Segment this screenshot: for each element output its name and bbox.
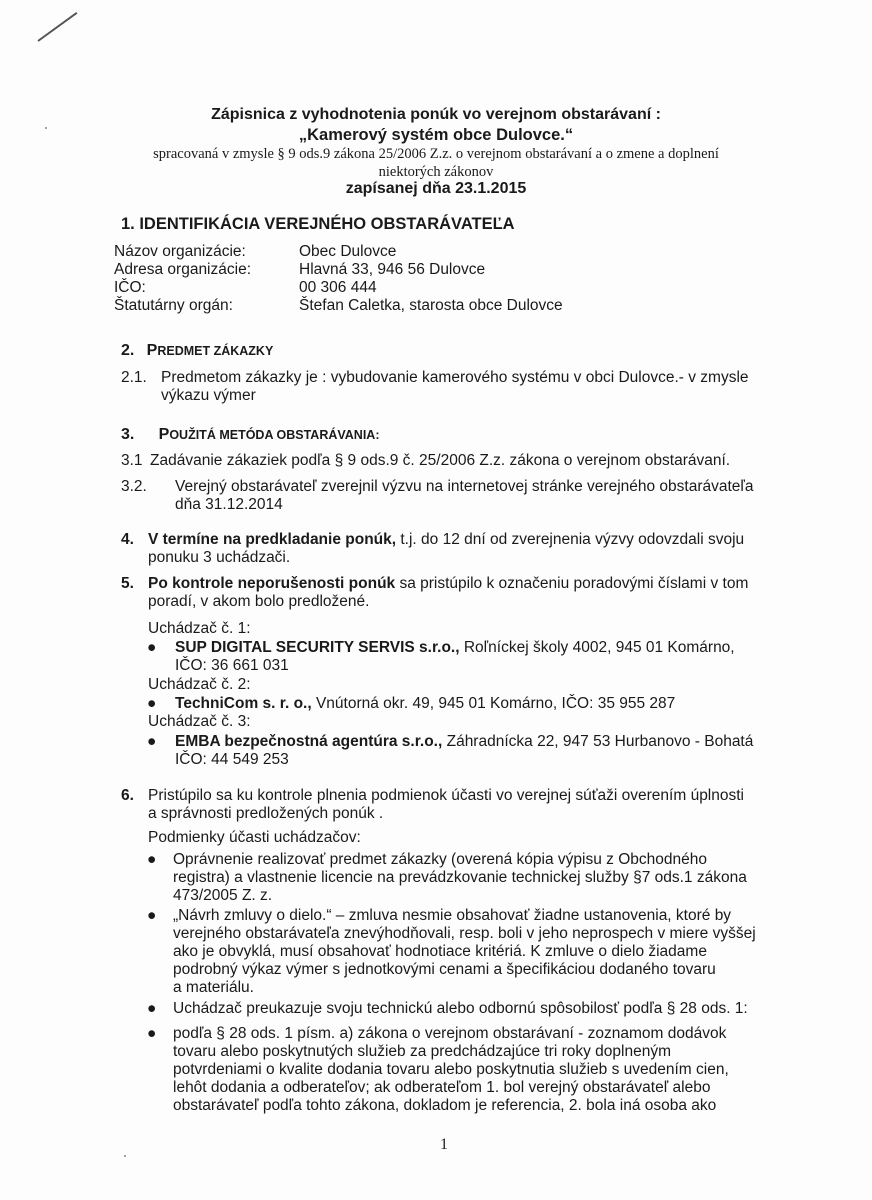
org-label: Adresa organizácie:	[114, 261, 251, 278]
bidder-2: TechniCom s. r. o., Vnútorná okr. 49, 945 01 Komárno, IČO: 35 955 287	[175, 695, 676, 712]
subtitle-line-1: spracovaná v zmysle § 9 ods.9 zákona 25/2006 Z.z. o verejnom obstarávaní a o zmene a doplnení	[153, 146, 719, 162]
bidder-label: Uchádzač č. 2:	[148, 676, 251, 693]
section4-number: 4.	[121, 531, 134, 548]
section2-heading: 2. PREDMET ZÁKAZKY	[121, 342, 274, 359]
section5-number: 5.	[121, 575, 134, 592]
section2-item-text: Predmetom zákazky je : vybudovanie kamerového systému v obci Dulovce.- v zmysle výkazu výmer	[161, 369, 749, 404]
section3-item1-number: 3.1	[121, 452, 143, 469]
condition-2: „Návrh zmluvy o dielo.“ – zmluva nesmie obsahovať žiadne ustanovenia, ktoré by verejného obstarávateľa znevýhodňovali, resp. boli v jeho neprospech v miere vyššej ako je obvyklá, musí obsahovať hodnotiace kritériá. K zmluve o dielo žiadame podrobný výkaz výmer s jednotkovými cenami a špecifikáciou dodaného tovaru a materiálu.	[173, 907, 756, 996]
org-label: Štatutárny orgán:	[114, 297, 233, 314]
section6-number: 6.	[121, 787, 134, 804]
section3-item2-text: Verejný obstarávateľ zverejnil výzvu na internetovej stránke verejného obstarávateľa dňa 31.12.2014	[175, 478, 754, 513]
org-table	[114, 243, 563, 315]
org-row	[114, 279, 563, 297]
section5-text: Po kontrole neporušenosti ponúk sa pristúpilo k označeniu poradovými číslami v tom poradí, v akom bolo predložené.	[148, 575, 749, 610]
org-row	[114, 297, 563, 315]
bullet-icon: ●	[147, 639, 157, 656]
pen-mark	[37, 12, 77, 42]
org-label: IČO:	[114, 279, 146, 296]
title-line-1: Zápisnica z vyhodnotenia ponúk vo verejnom obstarávaní :	[211, 106, 661, 123]
conditions-label: Podmienky účasti uchádzačov:	[148, 829, 361, 846]
bidder-label: Uchádzač č. 1:	[148, 620, 251, 637]
org-row	[114, 261, 563, 279]
condition-4: podľa § 28 ods. 1 písm. a) zákona o verejnom obstarávaní - zoznamom dodávok tovaru alebo poskytnutých služieb za predchádzajúce tri roky doplneným potvrdeniami o kvalite dodania tovaru alebo poskytnutia služieb s uvedením cien, lehôt dodania a odberateľov; ak odberateľom 1. bol verejný obstarávateľ alebo obstarávateľ podľa tohto zákona, dokladom je referencia, 2. bola iná osoba ako	[173, 1025, 729, 1114]
bullet-icon: ●	[147, 907, 157, 924]
org-label: Názov organizácie:	[114, 243, 246, 260]
org-row	[114, 243, 563, 261]
bidder-1: SUP DIGITAL SECURITY SERVIS s.r.o., Roľníckej školy 4002, 945 01 Komárno, IČO: 36 661 031	[175, 639, 735, 674]
bullet-icon: ●	[147, 1000, 157, 1017]
org-value: Štefan Caletka, starosta obce Dulovce	[299, 297, 563, 314]
bidder-3: EMBA bezpečnostná agentúra s.r.o., Záhradnícka 22, 947 53 Hurbanovo - Bohatá IČO: 44 549 253	[175, 733, 754, 768]
org-value: Obec Dulovce	[299, 243, 397, 260]
section1-heading: 1. IDENTIFIKÁCIA VEREJNÉHO OBSTARÁVATEĽA	[121, 215, 515, 233]
condition-3: Uchádzač preukazuje svoju technickú alebo odbornú spôsobilosť podľa § 28 ods. 1:	[173, 1000, 748, 1017]
page-number: 1	[440, 1136, 448, 1153]
bullet-icon: ●	[147, 1025, 157, 1042]
org-value: 00 306 444	[299, 279, 377, 296]
bullet-icon: ●	[147, 733, 157, 750]
bullet-icon: ●	[147, 695, 157, 712]
title-line-2: „Kamerový systém obce Dulovce.“	[298, 126, 574, 144]
bidder-label: Uchádzač č. 3:	[148, 713, 251, 730]
date-line: zapísanej dňa 23.1.2015	[345, 180, 527, 197]
section3-heading: 3. POUŽITÁ METÓDA OBSTARÁVANIA:	[121, 426, 380, 443]
section3-item2-number: 3.2.	[121, 478, 147, 495]
subtitle-line-2: niektorých zákonov	[378, 164, 494, 180]
org-value: Hlavná 33, 946 56 Dulovce	[299, 261, 486, 278]
section2-item-number: 2.1.	[121, 369, 147, 386]
scan-speck	[124, 1155, 126, 1157]
section3-item1-text: Zadávanie zákaziek podľa § 9 ods.9 č. 25/2006 Z.z. zákona o verejnom obstarávaní.	[150, 452, 731, 469]
condition-1: Oprávnenie realizovať predmet zákazky (overená kópia výpisu z Obchodného registra) a vlastnenie licencie na prevádzkovanie technickej služby §7 ods.1 zákona 473/2005 Z. z.	[173, 851, 747, 904]
section6-text: Pristúpilo sa ku kontrole plnenia podmienok účasti vo verejnej súťaži overením úplnosti a správnosti predložených ponúk .	[148, 787, 744, 822]
bullet-icon: ●	[147, 851, 157, 868]
section4-text: V termíne na predkladanie ponúk, t.j. do 12 dní od zverejnenia výzvy odovzdali svoju ponuku 3 uchádzači.	[148, 531, 745, 566]
